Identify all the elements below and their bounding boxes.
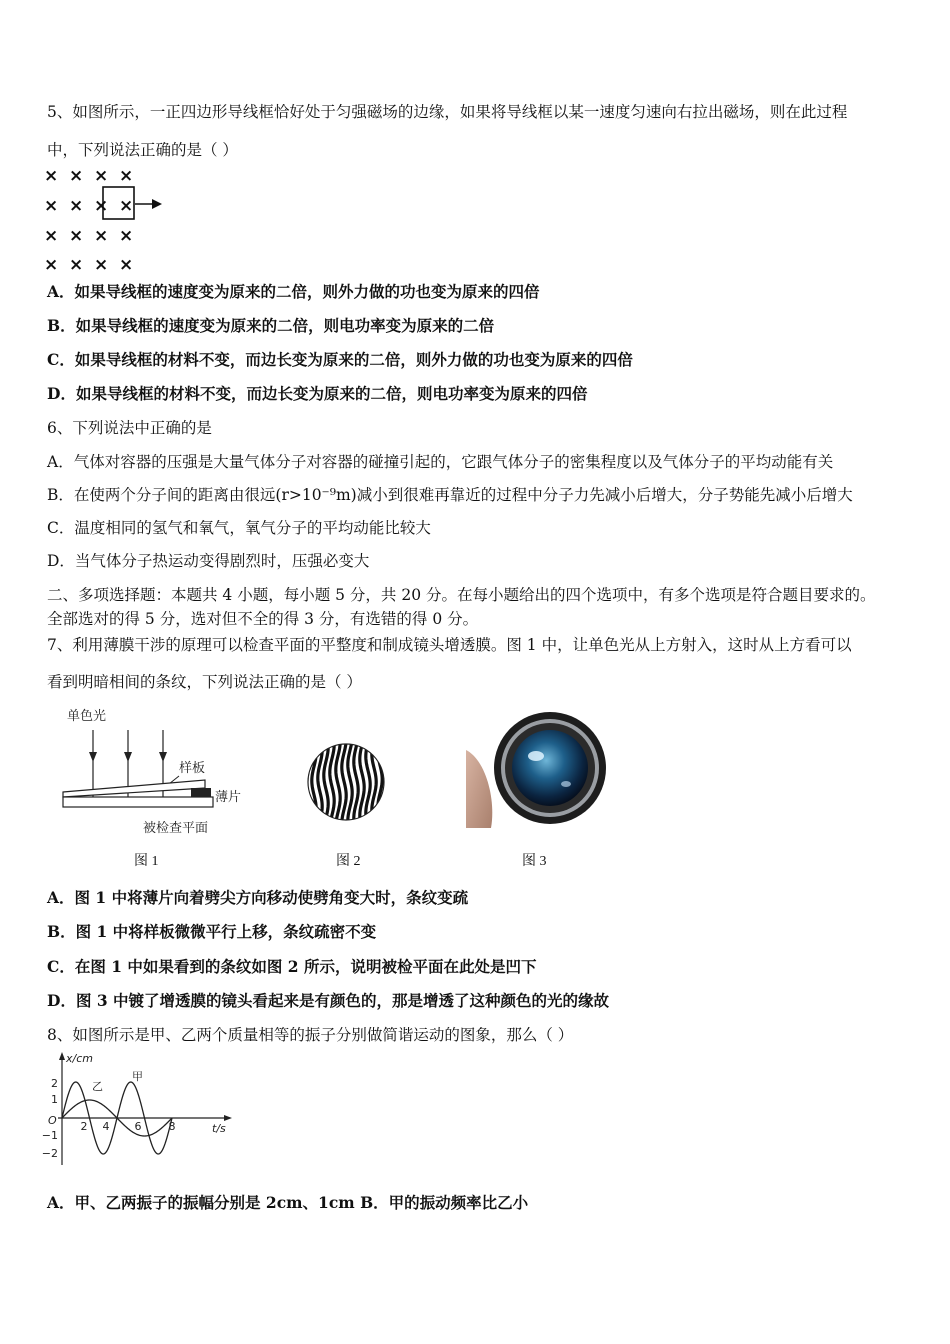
svg-text:×: × (69, 166, 84, 186)
q5-option-c: C．如果导线框的材料不变，而边长变为原来的二倍，则外力做的功也变为原来的四倍 (47, 350, 633, 369)
svg-text:×: × (69, 196, 84, 216)
q6-option-b: B．在使两个分子间的距离由很远(r>10⁻⁹m)减小到很难再靠近的过程中分子力先减小后增大，分子势能先减小后增大 (47, 486, 853, 504)
y-tick-neg1: −1 (41, 1129, 58, 1142)
svg-text:×: × (69, 226, 84, 246)
y-tick-2: 2 (51, 1077, 58, 1090)
svg-text:×: × (94, 226, 109, 246)
series-label-yi: 乙 (92, 1080, 103, 1093)
q7-stem-line-1: 7、利用薄膜干涉的原理可以检查平面的平整度和制成镜头增透膜。图 1 中，让单色光从上方射入，这时从上方看可以 (47, 636, 852, 654)
q5-stem-line-1: 5、如图所示，一正四边形导线框恰好处于匀强磁场的边缘，如果将导线框以某一速度匀速向右拉出磁场，则在此过程 (47, 103, 848, 121)
q7-option-c: C．在图 1 中如果看到的条纹如图 2 所示，说明被检平面在此处是凹下 (47, 957, 537, 976)
y-axis-label: x/cm (66, 1052, 93, 1065)
interference-fringes-figure-2 (305, 741, 387, 823)
q6-option-c: C．温度相同的氢气和氧气，氧气分子的平均动能比较大 (47, 519, 431, 537)
q7-option-a: A．图 1 中将薄片向着劈尖方向移动使劈角变大时，条纹变疏 (47, 888, 469, 907)
svg-text:×: × (94, 166, 109, 186)
lens-glass (512, 730, 588, 806)
thin-film-figure-1 (55, 700, 255, 840)
pull-arrow-head (152, 199, 162, 209)
x-tick-2: 2 (80, 1120, 88, 1133)
series-label-jia: 甲 (132, 1070, 143, 1083)
label-thin-slice: 薄片 (215, 790, 242, 805)
thin-slice (191, 788, 211, 797)
x-tick-4: 4 (102, 1120, 110, 1133)
q8-stem: 8、如图所示是甲、乙两个质量相等的振子分别做简谐运动的图象，那么（ ） (47, 1026, 574, 1044)
svg-text:×: × (94, 255, 109, 274)
q8-options-row: A．甲、乙两振子的振幅分别是 2cm、1cm B．甲的振动频率比乙小 (47, 1193, 529, 1212)
q5-option-a: A．如果导线框的速度变为原来的二倍，则外力做的功也变为原来的四倍 (47, 282, 540, 301)
x-tick-6: 6 (134, 1120, 142, 1133)
x-tick-labels (81, 1120, 176, 1133)
q5-option-b: B．如果导线框的速度变为原来的二倍，则电功率变为原来的二倍 (47, 316, 495, 335)
oscillation-graph (40, 1050, 240, 1170)
y-tick-1: 1 (51, 1093, 58, 1106)
section2-heading-line-2: 全部选对的得 5 分，选对但不全的得 3 分，有选错的得 0 分。 (47, 610, 479, 628)
svg-text:×: × (119, 226, 134, 246)
x-tick-8: 8 (168, 1120, 176, 1133)
q6-option-d: D．当气体分子热运动变得剧烈时，压强必变大 (47, 552, 370, 570)
q6-stem: 6、下列说法中正确的是 (47, 419, 212, 437)
magnetic-field-figure (40, 162, 180, 274)
q7-option-d: D．图 3 中镀了增透膜的镜头看起来是有颜色的，那是增透了这种颜色的光的缘故 (47, 991, 610, 1010)
svg-text:×: × (44, 166, 59, 186)
sample-plate (63, 780, 205, 797)
q7-stem-line-2: 看到明暗相间的条纹，下列说法正确的是（ ） (47, 673, 362, 691)
coated-lens-photo-figure-3 (466, 710, 606, 828)
fig3-caption: 图 3 (522, 854, 547, 869)
q6-option-a: A．气体对容器的压强是大量气体分子对容器的碰撞引起的，它跟气体分子的密集程度以及气体分子的平均动能有关 (47, 453, 834, 471)
x-axis-label: t/s (212, 1122, 226, 1135)
fig1-caption: 图 1 (134, 854, 159, 869)
fig2-caption: 图 2 (336, 854, 361, 869)
svg-text:×: × (44, 196, 59, 216)
svg-text:×: × (44, 226, 59, 246)
label-sample-plate: 样板 (179, 761, 206, 776)
q5-option-d: D．如果导线框的材料不变，而边长变为原来的二倍，则电功率变为原来的四倍 (47, 384, 588, 403)
svg-text:×: × (119, 196, 134, 216)
svg-text:×: × (119, 166, 134, 186)
section2-heading-line-1: 二、多项选择题：本题共 4 小题，每小题 5 分，共 20 分。在每小题给出的四个选项中，有多个选项是符合题目要求的。 (47, 586, 876, 604)
q5-stem-line-2: 中，下列说法正确的是（ ） (47, 141, 238, 159)
surface-under-test (63, 797, 213, 807)
light-ray-arrows (89, 752, 167, 762)
x-axis-arrow (224, 1115, 232, 1121)
origin-label: O (48, 1114, 57, 1127)
q7-option-b: B．图 1 中将样板微微平行上移，条纹疏密不变 (47, 922, 377, 941)
y-axis-arrow (59, 1052, 65, 1060)
label-surface-under-test: 被检查平面 (143, 821, 209, 836)
svg-text:×: × (69, 255, 84, 274)
fringe-pattern (305, 741, 387, 823)
svg-text:×: × (44, 255, 59, 274)
svg-text:×: × (94, 196, 109, 216)
svg-text:×: × (119, 255, 134, 274)
lens-reflection (528, 751, 544, 761)
label-monochromatic-light: 单色光 (67, 709, 107, 724)
y-tick-neg2: −2 (41, 1147, 58, 1160)
magnetic-field-crosses (44, 166, 133, 274)
